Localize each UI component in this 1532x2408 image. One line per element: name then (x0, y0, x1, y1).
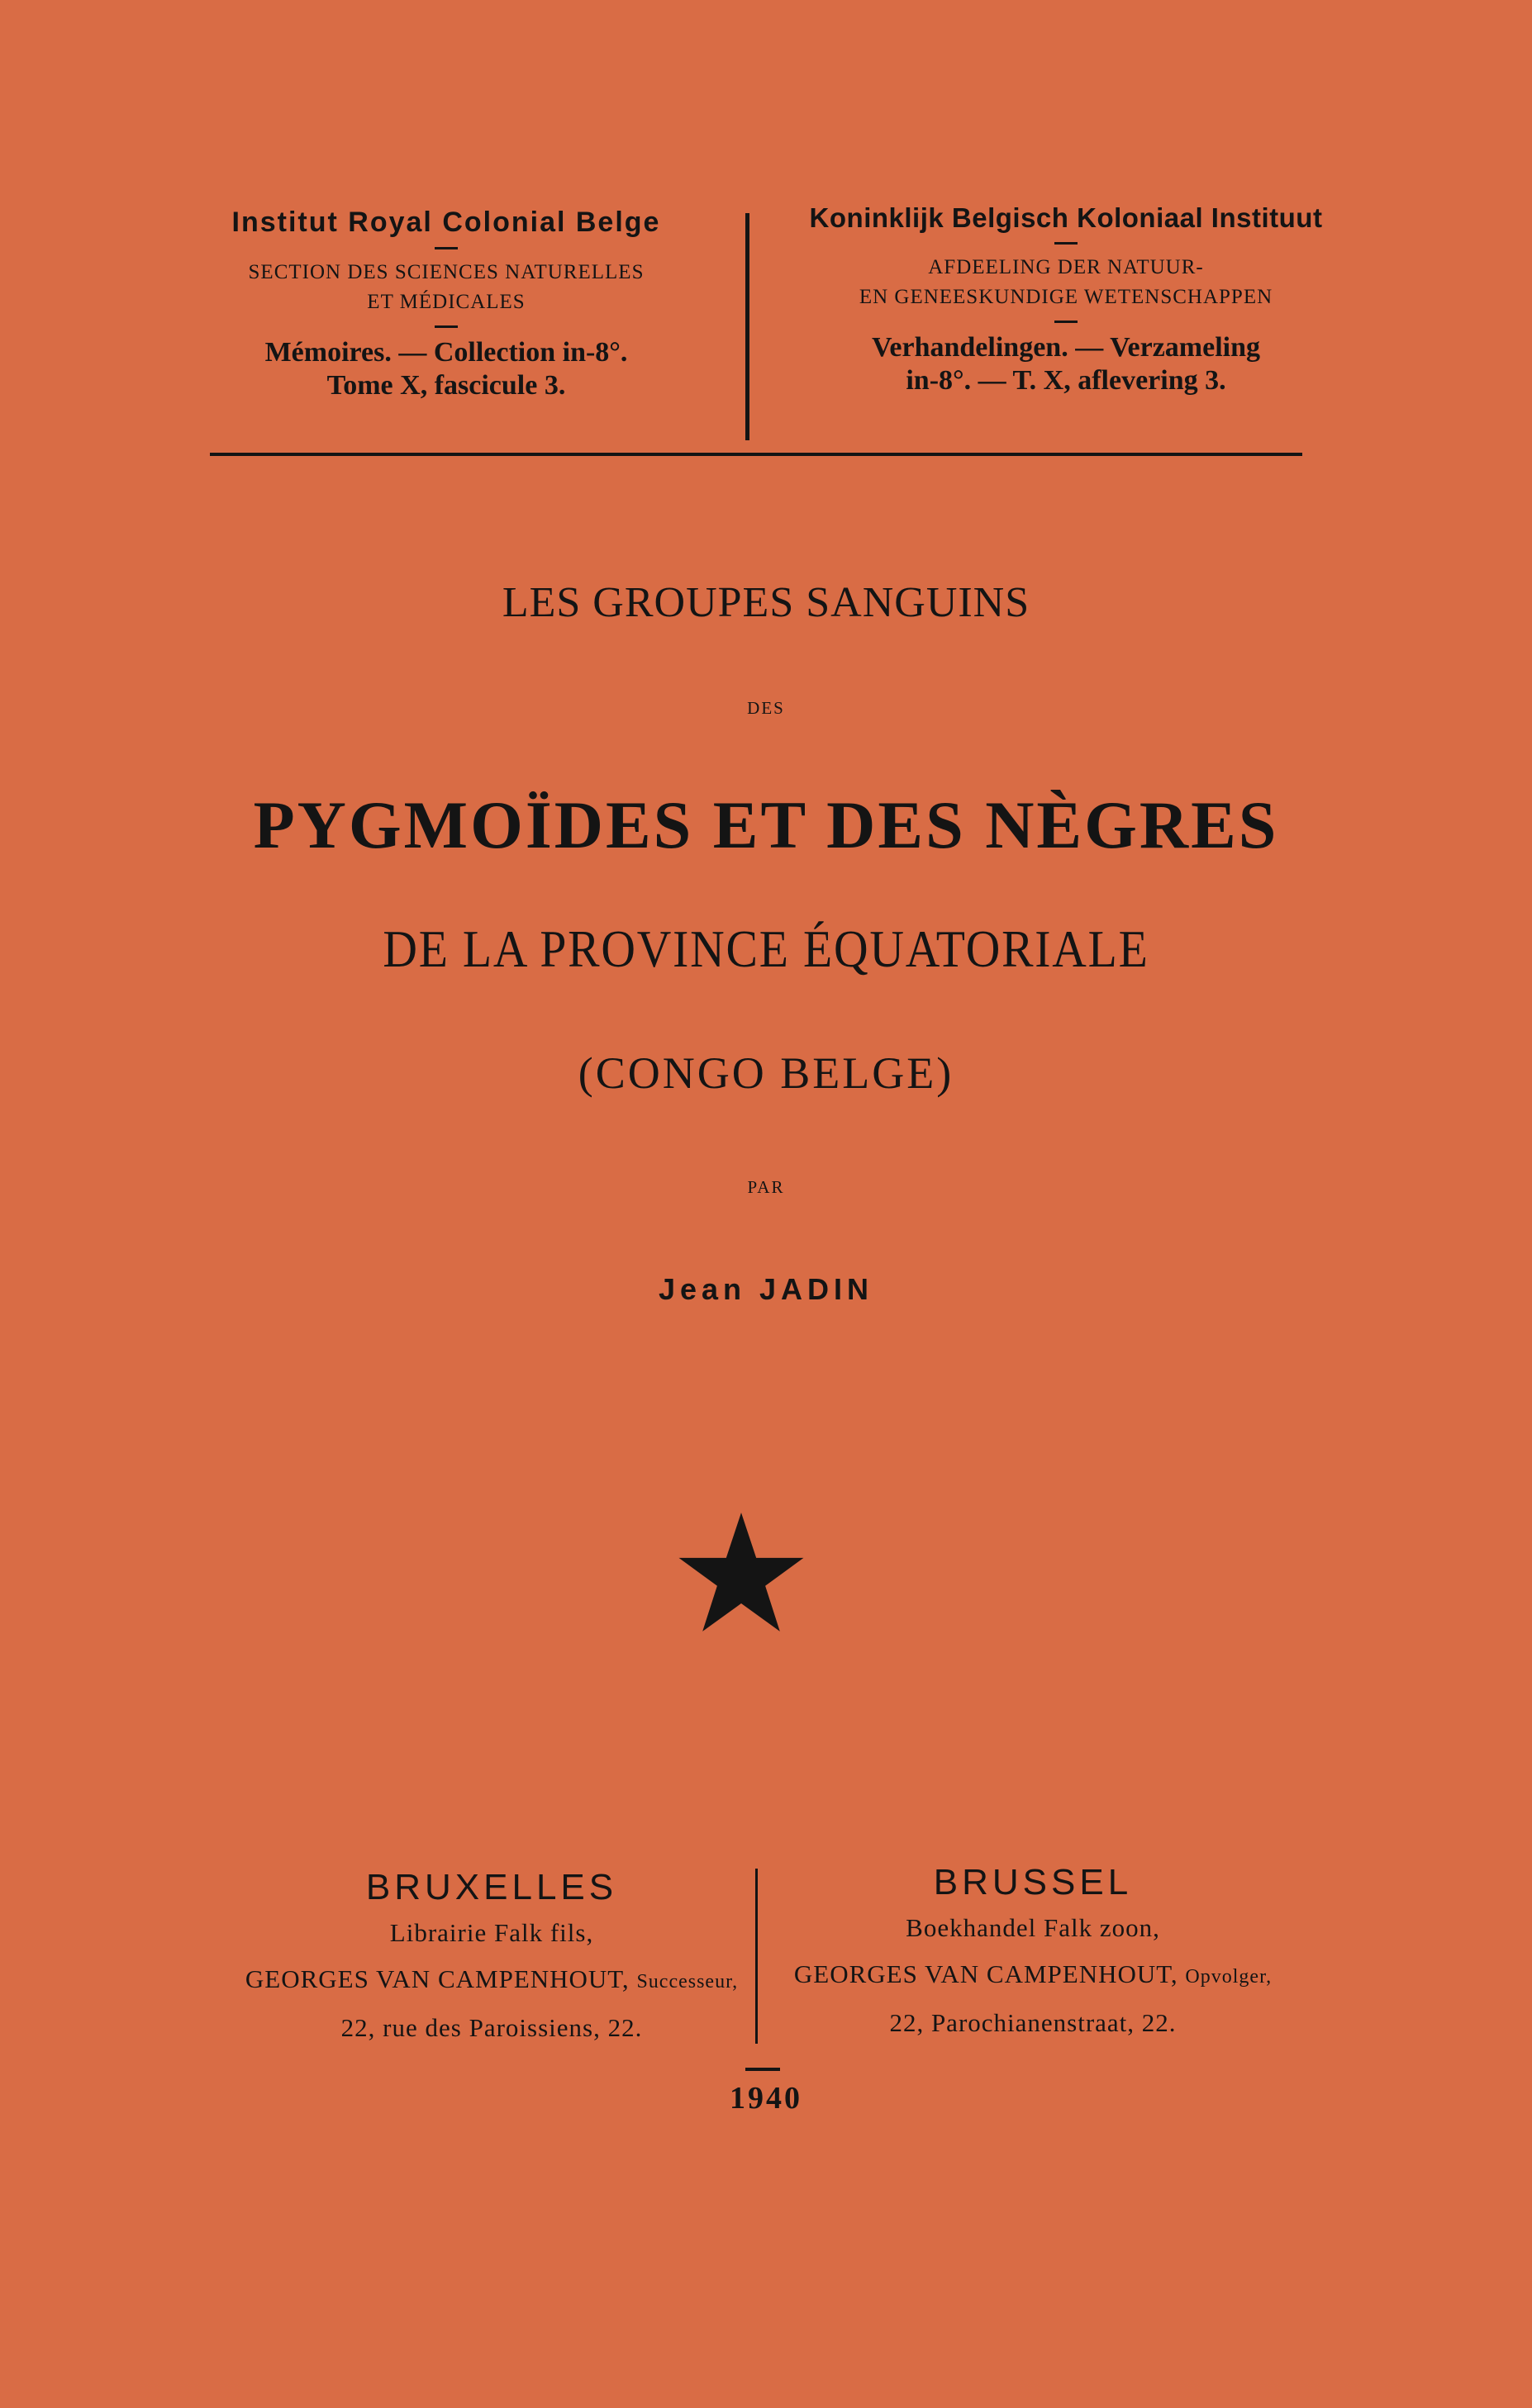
series-nl-line2: in-8°. — T. X, aflevering 3. (906, 365, 1226, 396)
publisher-successor-fr (231, 1956, 752, 2005)
header-horizontal-rule (210, 453, 1302, 456)
series-fr-line1: Mémoires. — Collection in-8°. (264, 337, 628, 368)
header-right-block (793, 202, 1339, 397)
successor-name: GEORGES VAN CAMPENHOUT, (245, 1964, 637, 1993)
section-name-fr-line1: SECTION DES SCIENCES NATURELLES (248, 261, 645, 283)
publisher-right-block (768, 1860, 1297, 2046)
header-vertical-rule (745, 213, 749, 440)
publisher-name-fr: Librairie Falk fils, (389, 1918, 594, 1947)
publisher-name-nl: Boekhandel Falk zoon, (906, 1913, 1160, 1942)
publisher-left-block (231, 1865, 752, 2051)
title-connector-par: PAR (747, 1177, 785, 1197)
institute-name-fr: Institut Royal Colonial Belge (231, 207, 661, 238)
header-left-block (190, 207, 702, 402)
publication-year: 1940 (730, 2081, 802, 2116)
publisher-address-fr: 22, rue des Paroissiens, 22. (340, 2013, 643, 2042)
publisher-vertical-rule (755, 1869, 758, 2044)
publisher-city-fr: BRUXELLES (365, 1867, 618, 1907)
subtitle: DE LA PROVINCE ÉQUATORIALE (383, 919, 1149, 978)
section-name-nl-line2: EN GENEESKUNDIGE WETENSCHAPPEN (859, 286, 1273, 308)
title-connector-des: DES (747, 698, 785, 718)
section-name-fr-line2: ET MÉDICALES (367, 291, 526, 313)
separator-dash (435, 247, 458, 249)
section-name-nl-line1: AFDEELING DER NATUUR- (928, 256, 1204, 278)
series-fr-line2: Tome X, fascicule 3. (326, 370, 566, 401)
separator-dash (435, 325, 458, 328)
star-icon (676, 1510, 806, 1637)
year-dash (745, 2068, 780, 2071)
subtitle-parenthetical: (CONGO BELGE) (578, 1048, 954, 1098)
publisher-successor-nl (768, 1951, 1297, 2000)
successor-role: Successeur, (636, 1971, 739, 1992)
separator-dash (1054, 321, 1078, 323)
title-line1: LES GROUPES SANGUINS (502, 579, 1030, 626)
author-name: Jean JADIN (658, 1272, 874, 1306)
successor-name: GEORGES VAN CAMPENHOUT, (793, 1959, 1186, 1988)
institute-name-nl: Koninklijk Belgisch Koloniaal Instituut (809, 202, 1323, 233)
successor-role: Opvolger, (1185, 1966, 1273, 1988)
main-title: PYGMOÏDES ET DES NÈGRES (253, 787, 1279, 862)
publisher-address-nl: 22, Parochianenstraat, 22. (889, 2008, 1177, 2037)
separator-dash (1054, 242, 1078, 245)
series-nl-line1: Verhandelingen. — Verzameling (871, 332, 1261, 363)
publisher-city-nl: BRUSSEL (933, 1862, 1133, 1902)
